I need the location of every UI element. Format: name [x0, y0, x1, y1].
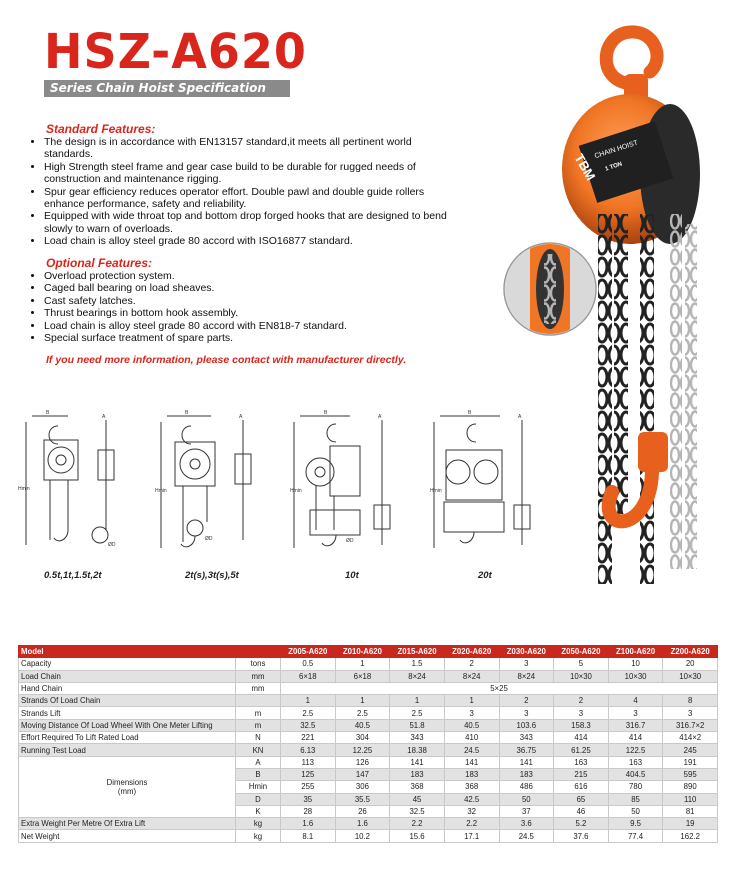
drawing-20t-hoist [430, 410, 540, 560]
table-cell: 2.2 [444, 818, 499, 830]
table-row [19, 682, 718, 694]
table-cell: 141 [444, 756, 499, 768]
row-label: Net Weight [19, 830, 236, 842]
dim-b-label: B [468, 410, 472, 416]
table-cell: 122.5 [608, 744, 663, 756]
table-cell: 486 [499, 781, 554, 793]
dim-a-label: A [378, 414, 382, 420]
table-cell: 183 [390, 768, 445, 780]
row-unit: D [236, 793, 281, 805]
table-cell: 10 [608, 658, 663, 670]
table-cell: 61.25 [554, 744, 609, 756]
table-cell: 32.5 [390, 805, 445, 817]
row-label: Capacity [19, 658, 236, 670]
table-cell: 141 [499, 756, 554, 768]
standard-feature-item: • High Strength steel frame and gear case build to be durable for rugged needs of construction and maintenance rigging. [44, 161, 459, 186]
row-label: Hand Chain [19, 682, 236, 694]
dim-b-label: B [46, 410, 50, 416]
table-cell: 32 [444, 805, 499, 817]
table-cell: 6×18 [335, 670, 390, 682]
spec-table [18, 645, 718, 843]
table-cell: 85 [608, 793, 663, 805]
row-label: Effort Required To Lift Rated Load [19, 732, 236, 744]
column-header: Z005-A620 [281, 646, 336, 658]
table-row [19, 695, 718, 707]
table-row [19, 719, 718, 731]
dimensions-label-line1: Dimensions [106, 777, 148, 787]
table-cell: 1.6 [281, 818, 336, 830]
brand-logo: TBM [571, 151, 599, 183]
table-cell: 81 [663, 805, 718, 817]
drawing-caption-1: 0.5t,1t,1.5t,2t [44, 570, 102, 581]
table-cell: 5×25 [281, 682, 718, 694]
table-cell: 10×30 [554, 670, 609, 682]
optional-feature-item: • Caged ball bearing on load sheaves. [44, 282, 459, 294]
table-cell: 40.5 [335, 719, 390, 731]
table-row [19, 756, 718, 768]
table-cell: 50 [608, 805, 663, 817]
drawing-medium-hoist [155, 410, 265, 560]
column-header: Z030-A620 [499, 646, 554, 658]
column-header: Z020-A620 [444, 646, 499, 658]
table-cell: 316.7×2 [663, 719, 718, 731]
table-cell: 215 [554, 768, 609, 780]
table-cell: 1 [281, 695, 336, 707]
table-cell: 255 [281, 781, 336, 793]
table-cell: 780 [608, 781, 663, 793]
drawing-small-hoist [18, 410, 128, 560]
table-cell: 51.8 [390, 719, 445, 731]
table-cell: 4 [608, 695, 663, 707]
contact-note: If you need more information, please contact with manufacturer directly. [46, 354, 407, 366]
row-label: Extra Weight Per Metre Of Extra Lift [19, 818, 236, 830]
table-cell: 414×2 [663, 732, 718, 744]
dim-d-label: ØD [205, 536, 213, 542]
table-cell: 1 [444, 695, 499, 707]
table-cell: 17.1 [444, 830, 499, 842]
table-cell: 2.5 [281, 707, 336, 719]
table-cell: 46 [554, 805, 609, 817]
table-cell: 410 [444, 732, 499, 744]
column-header: Z010-A620 [335, 646, 390, 658]
standard-features-list [30, 136, 459, 248]
table-cell: 35.5 [335, 793, 390, 805]
dim-b-label: B [185, 410, 189, 416]
table-cell: 113 [281, 756, 336, 768]
table-cell: 50 [499, 793, 554, 805]
table-cell: 45 [390, 793, 445, 805]
drawing-10t-hoist [290, 410, 400, 560]
table-cell: 163 [554, 756, 609, 768]
column-header [236, 646, 281, 658]
table-cell: 1 [335, 695, 390, 707]
table-cell: 1.6 [335, 818, 390, 830]
table-row [19, 670, 718, 682]
row-unit: N [236, 732, 281, 744]
standard-feature-item: • Load chain is alloy steel grade 80 accord with ISO16877 standard. [44, 235, 459, 247]
row-label: Moving Distance Of Load Wheel With One Meter Lifting [19, 719, 236, 731]
table-cell: 368 [444, 781, 499, 793]
dim-a-label: A [102, 414, 106, 420]
table-row [19, 744, 718, 756]
table-cell: 8×24 [444, 670, 499, 682]
table-cell: 306 [335, 781, 390, 793]
table-cell: 890 [663, 781, 718, 793]
table-cell: 3 [663, 707, 718, 719]
table-cell: 1 [335, 658, 390, 670]
table-cell: 3 [444, 707, 499, 719]
optional-feature-item: • Thrust bearings in bottom hook assembly. [44, 307, 459, 319]
table-row [19, 658, 718, 670]
dim-hmin-label: Hmin [290, 488, 302, 494]
page-subtitle: Series Chain Hoist Specification [44, 80, 290, 97]
table-cell: 15.6 [390, 830, 445, 842]
table-cell: 6×18 [281, 670, 336, 682]
table-cell: 10×30 [663, 670, 718, 682]
drawing-caption-2: 2t(s),3t(s),5t [185, 570, 239, 581]
table-cell: 183 [499, 768, 554, 780]
dim-a-label: A [239, 414, 243, 420]
table-row [19, 732, 718, 744]
table-cell: 1 [390, 695, 445, 707]
table-cell: 147 [335, 768, 390, 780]
optional-feature-item: • Load chain is alloy steel grade 80 accord with EN818-7 standard. [44, 320, 459, 332]
table-cell: 125 [281, 768, 336, 780]
table-cell: 32.5 [281, 719, 336, 731]
row-label: Load Chain [19, 670, 236, 682]
table-cell: 616 [554, 781, 609, 793]
table-cell: 126 [335, 756, 390, 768]
dim-d-label: ØD [108, 542, 116, 548]
row-unit: mm [236, 670, 281, 682]
column-header: Z050-A620 [554, 646, 609, 658]
table-cell: 37.6 [554, 830, 609, 842]
table-cell: 2.5 [335, 707, 390, 719]
table-cell: 20 [663, 658, 718, 670]
row-unit: tons [236, 658, 281, 670]
table-cell: 37 [499, 805, 554, 817]
table-cell: 1.5 [390, 658, 445, 670]
table-cell: 304 [335, 732, 390, 744]
table-cell: 24.5 [499, 830, 554, 842]
table-cell: 141 [390, 756, 445, 768]
table-cell: 8 [663, 695, 718, 707]
table-row [19, 830, 718, 842]
table-cell: 191 [663, 756, 718, 768]
standard-feature-item: • Spur gear efficiency reduces operator effort. Double pawl and double guide rollers enhance performance, safety and reliability. [44, 186, 459, 211]
table-cell: 0.5 [281, 658, 336, 670]
table-row [19, 707, 718, 719]
row-unit: A [236, 756, 281, 768]
table-cell: 42.5 [444, 793, 499, 805]
optional-feature-item: • Overload protection system. [44, 270, 459, 282]
dim-hmin-label: Hmin [155, 488, 167, 494]
dim-b-label: B [324, 410, 328, 416]
table-cell: 3.6 [499, 818, 554, 830]
table-cell: 6.13 [281, 744, 336, 756]
table-cell: 3 [608, 707, 663, 719]
table-cell: 8×24 [390, 670, 445, 682]
table-cell: 65 [554, 793, 609, 805]
drawing-caption-4: 20t [478, 570, 492, 581]
table-cell: 163 [608, 756, 663, 768]
table-cell: 3 [554, 707, 609, 719]
dimensions-label-line2: (mm) [117, 786, 137, 796]
table-cell: 221 [281, 732, 336, 744]
table-cell: 5 [554, 658, 609, 670]
table-cell: 9.5 [608, 818, 663, 830]
dim-d-label: ØD [346, 538, 354, 544]
table-cell: 3 [499, 707, 554, 719]
table-cell: 183 [444, 768, 499, 780]
row-unit [236, 695, 281, 707]
table-cell: 158.3 [554, 719, 609, 731]
table-row [19, 818, 718, 830]
optional-features-heading: Optional Features: [46, 256, 153, 270]
standard-features-heading: Standard Features: [46, 122, 156, 136]
table-cell: 24.5 [444, 744, 499, 756]
row-unit: Hmin [236, 781, 281, 793]
optional-features-list [30, 270, 459, 344]
table-cell: 36.75 [499, 744, 554, 756]
row-unit: B [236, 768, 281, 780]
table-cell: 19 [663, 818, 718, 830]
table-cell: 414 [554, 732, 609, 744]
standard-feature-item: • The design is in accordance with EN13157 standard,it meets all pertinent world standards. [44, 136, 459, 161]
row-label: Running Test Load [19, 744, 236, 756]
table-cell: 26 [335, 805, 390, 817]
table-cell: 2 [444, 658, 499, 670]
table-cell: 404.5 [608, 768, 663, 780]
table-cell: 5.2 [554, 818, 609, 830]
label-line2: 1 TON [604, 161, 624, 173]
table-cell: 28 [281, 805, 336, 817]
dim-a-label: A [518, 414, 522, 420]
table-cell: 595 [663, 768, 718, 780]
label-line1: CHAIN HOIST [593, 139, 639, 161]
row-unit: KN [236, 744, 281, 756]
table-cell: 8.1 [281, 830, 336, 842]
drawing-caption-3: 10t [345, 570, 359, 581]
table-cell: 12.25 [335, 744, 390, 756]
row-label: Strands Of Load Chain [19, 695, 236, 707]
table-cell: 3 [499, 658, 554, 670]
table-cell: 35 [281, 793, 336, 805]
table-cell: 103.6 [499, 719, 554, 731]
table-cell: 368 [390, 781, 445, 793]
column-header: Z015-A620 [390, 646, 445, 658]
table-cell: 2 [554, 695, 609, 707]
row-unit: K [236, 805, 281, 817]
table-cell: 110 [663, 793, 718, 805]
row-unit: mm [236, 682, 281, 694]
dim-hmin-label: Hmin [430, 488, 442, 494]
table-cell: 18.38 [390, 744, 445, 756]
table-cell: 2.2 [390, 818, 445, 830]
row-unit: m [236, 719, 281, 731]
optional-feature-item: • Special surface treatment of spare parts. [44, 332, 459, 344]
column-header: Z100-A620 [608, 646, 663, 658]
table-cell: 2 [499, 695, 554, 707]
table-cell: 343 [390, 732, 445, 744]
table-cell: 162.2 [663, 830, 718, 842]
table-cell: 10×30 [608, 670, 663, 682]
table-cell: 343 [499, 732, 554, 744]
row-unit: m [236, 707, 281, 719]
table-cell: 245 [663, 744, 718, 756]
row-label: Strands Lift [19, 707, 236, 719]
table-cell: 40.5 [444, 719, 499, 731]
row-unit: kg [236, 818, 281, 830]
table-cell: 414 [608, 732, 663, 744]
table-cell: 8×24 [499, 670, 554, 682]
optional-feature-item: • Cast safety latches. [44, 295, 459, 307]
table-cell: 2.5 [390, 707, 445, 719]
table-cell: 10.2 [335, 830, 390, 842]
dimensions-label [19, 756, 236, 817]
table-row [19, 646, 718, 658]
column-header: Z200-A620 [663, 646, 718, 658]
standard-feature-item: • Equipped with wide throat top and bottom drop forged hooks that are designed to bend slowly to warn of overloads. [44, 210, 459, 235]
table-cell: 77.4 [608, 830, 663, 842]
dim-hmin-label: Hmin [18, 486, 30, 492]
table-cell: 316.7 [608, 719, 663, 731]
page-title: HSZ-A620 [44, 22, 307, 80]
column-header: Model [19, 646, 236, 658]
row-unit: kg [236, 830, 281, 842]
